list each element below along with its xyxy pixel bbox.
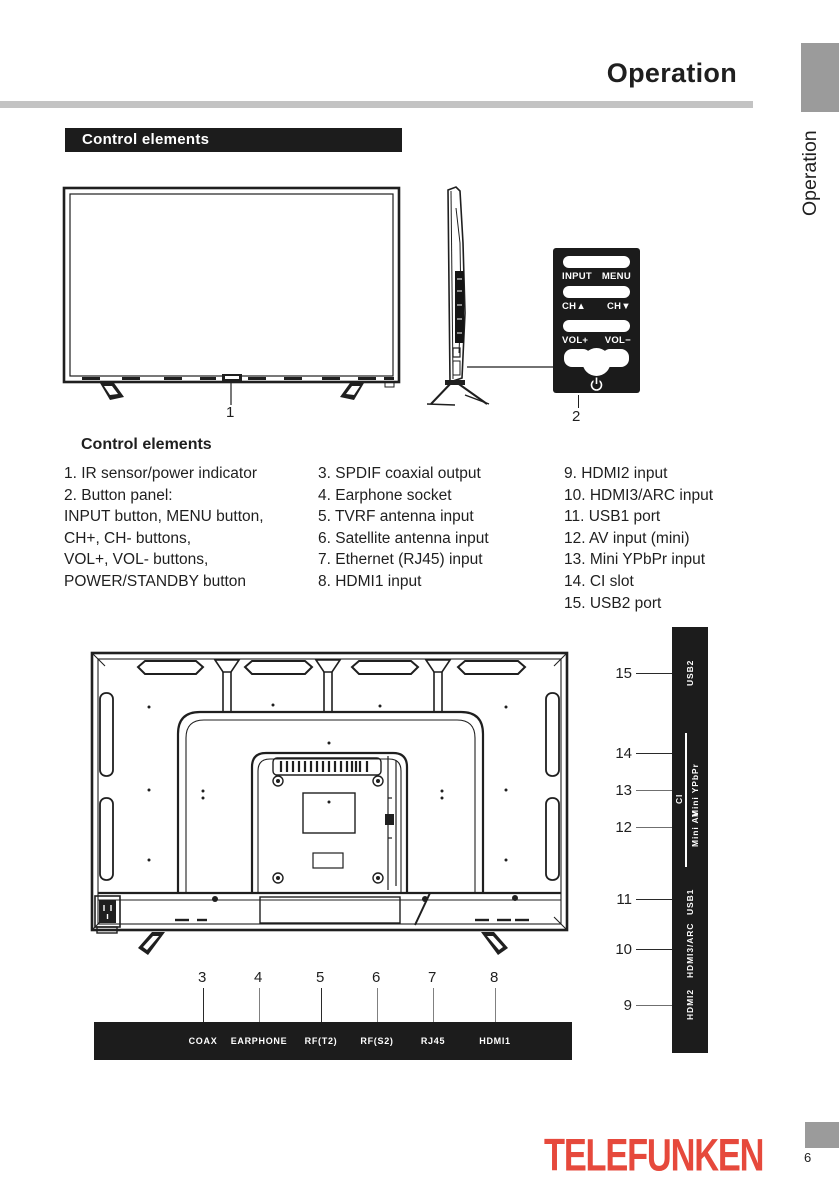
panel-button-2 xyxy=(563,286,630,298)
list-column-3 xyxy=(564,463,713,614)
chapter-tab-label: Operation xyxy=(799,130,821,216)
callout-line-13 xyxy=(636,790,672,791)
list-item: 10. HDMI3/ARC input xyxy=(564,486,714,504)
callout-11: 11 xyxy=(616,891,632,908)
menu-button-label: MENU xyxy=(601,271,631,282)
list-item: POWER/STANDBY button xyxy=(64,572,247,590)
list-item: CH+, CH- buttons, xyxy=(64,529,192,547)
chapter-tab xyxy=(801,43,839,112)
list-item: 7. Ethernet (RJ45) input xyxy=(318,551,483,569)
list-heading: Control elements xyxy=(81,436,212,453)
callout-12: 12 xyxy=(615,819,632,836)
earphone-port-label: EARPHONE xyxy=(230,1036,288,1046)
vol-up-button-label: VOL+ xyxy=(562,335,589,346)
power-inlet xyxy=(99,900,116,923)
list-item: VOL+, VOL- buttons, xyxy=(64,551,209,569)
ci-slot-divider xyxy=(685,733,687,867)
power-button-shape xyxy=(553,346,640,393)
callout-2: 2 xyxy=(572,408,581,425)
tv-side-diagram xyxy=(425,183,555,413)
list-item: 2. Button panel: xyxy=(64,486,173,504)
callout-line-10 xyxy=(636,949,672,950)
page-title: Operation xyxy=(606,58,737,88)
callout-10: 10 xyxy=(615,941,632,958)
callout-15: 15 xyxy=(615,665,632,682)
callout-line-14 xyxy=(636,753,672,754)
rf-s2-port-label: RF(S2) xyxy=(360,1036,394,1046)
callout-9: 9 xyxy=(623,997,632,1014)
list-item: 4. Earphone socket xyxy=(318,486,452,504)
callout-line-9 xyxy=(636,1005,672,1006)
callout-3: 3 xyxy=(198,969,207,986)
header-rule xyxy=(0,101,753,108)
panel-button-3 xyxy=(563,320,630,332)
callout-line-5 xyxy=(321,988,322,1022)
ci-slot-label: CI xyxy=(674,793,684,805)
callout-line-2 xyxy=(578,395,579,408)
callout-line-4 xyxy=(259,988,260,1022)
page-number: 6 xyxy=(804,1150,812,1165)
list-item: 15. USB2 port xyxy=(564,594,662,612)
bottom-ports-panel xyxy=(94,1022,572,1060)
hdmi3-arc-port-label: HDMI3/ARC xyxy=(685,922,695,978)
button-panel-diagram xyxy=(553,248,640,393)
list-item: 8. HDMI1 input xyxy=(318,572,422,590)
tv-front-diagram xyxy=(60,185,405,410)
callout-line-15 xyxy=(636,673,672,674)
callout-line-12 xyxy=(636,827,672,828)
callout-1: 1 xyxy=(226,404,235,421)
list-item: 3. SPDIF coaxial output xyxy=(318,465,481,482)
callout-8: 8 xyxy=(490,969,499,986)
callout-4: 4 xyxy=(254,969,263,986)
coax-port-label: COAX xyxy=(188,1036,218,1046)
list-item: 14. CI slot xyxy=(564,572,634,590)
panel-button-1 xyxy=(563,256,630,268)
list-item: 9. HDMI2 input xyxy=(564,465,668,482)
hdmi2-port-label: HDMI2 xyxy=(685,989,695,1021)
ch-down-button-label: CH▼ xyxy=(606,301,631,312)
list-item: 11. USB1 port xyxy=(564,508,661,526)
hdmi1-port-label: HDMI1 xyxy=(479,1036,511,1046)
list-item: 1. IR sensor/power indicator xyxy=(64,465,257,482)
list-item: INPUT button, MENU button, xyxy=(64,508,264,526)
callout-14: 14 xyxy=(615,745,632,762)
callout-line-6 xyxy=(377,988,378,1022)
usb1-port-label: USB1 xyxy=(685,888,695,916)
callout-13: 13 xyxy=(615,782,632,799)
list-column-2 xyxy=(318,463,489,593)
tv-rear-diagram xyxy=(85,648,575,963)
power-icon xyxy=(592,378,602,391)
mini-ypbpr-port-label: Mini YPbPr xyxy=(690,763,700,817)
list-column-1 xyxy=(64,463,264,593)
mini-av-port-label: Mini AV xyxy=(690,810,700,848)
footer-tab xyxy=(805,1122,839,1148)
callout-7: 7 xyxy=(428,969,437,986)
list-item: 13. Mini YPbPr input xyxy=(564,551,706,569)
list-item: 5. TVRF antenna input xyxy=(318,508,474,526)
callout-6: 6 xyxy=(372,969,381,986)
rj45-port-label: RJ45 xyxy=(420,1036,446,1046)
rf-t2-port-label: RF(T2) xyxy=(304,1036,338,1046)
callout-line-7 xyxy=(433,988,434,1022)
side-connector-strip xyxy=(455,271,464,343)
usb2-port-label: USB2 xyxy=(685,659,695,687)
callout-line-11 xyxy=(636,899,672,900)
ch-up-button-label: CH▲ xyxy=(562,301,587,312)
callout-5: 5 xyxy=(316,969,325,986)
list-item: 12. AV input (mini) xyxy=(564,529,690,547)
section-banner: Control elements xyxy=(65,128,402,152)
telefunken-logo: TELEFUNKEN xyxy=(544,1130,764,1181)
callout-line-3 xyxy=(203,988,204,1022)
vol-down-button-label: VOL− xyxy=(604,335,631,346)
callout-line-8 xyxy=(495,988,496,1022)
list-item: 6. Satellite antenna input xyxy=(318,529,489,547)
input-button-label: INPUT xyxy=(562,271,592,282)
